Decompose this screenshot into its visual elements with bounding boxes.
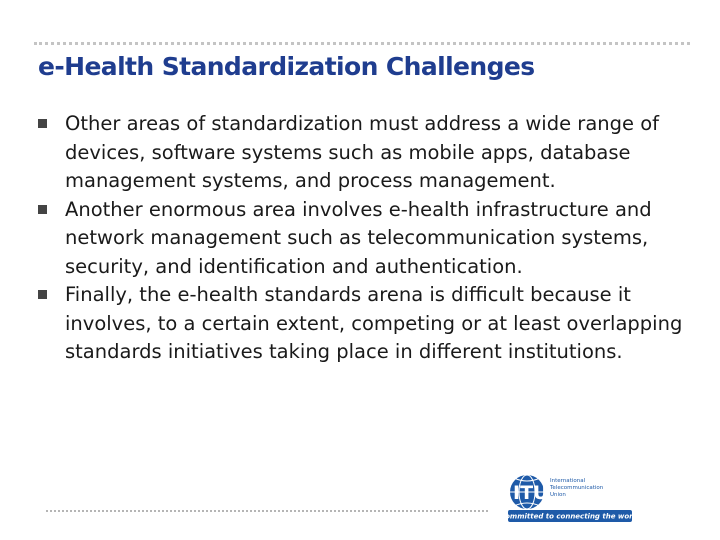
square-bullet-icon xyxy=(38,119,47,128)
slide-title: e-Health Standardization Challenges xyxy=(38,52,535,81)
itu-logo xyxy=(500,466,640,528)
logo-org-line: International xyxy=(550,478,586,484)
bullet-text: Other areas of standardization must address a wide range of devices, software systems such as mobile apps, database management systems, and process management. xyxy=(65,112,659,192)
logo-org-line: Telecommunication xyxy=(550,485,604,491)
bullet-text: Another enormous area involves e-health infrastructure and network management such as telecommunication systems, security, and identification and authentication. xyxy=(65,197,652,278)
logo-tagline: Committed to connecting the world xyxy=(500,512,640,521)
square-bullet-icon xyxy=(38,290,47,299)
bottom-dotted-divider xyxy=(46,510,488,512)
square-bullet-icon xyxy=(38,205,47,214)
bullet-item xyxy=(38,110,688,196)
bullet-list xyxy=(38,110,688,367)
bullet-item xyxy=(38,281,688,367)
bullet-item xyxy=(38,196,688,282)
bullet-text: Finally, the e-health standards arena is difficult because it involves, to a certain extent, competing or at least overlapping standards initiatives taking place in different institutions. xyxy=(65,283,683,363)
svg-text:ITU: ITU xyxy=(513,482,549,504)
top-dotted-divider xyxy=(34,42,690,45)
logo-org-line: Union xyxy=(550,492,566,498)
